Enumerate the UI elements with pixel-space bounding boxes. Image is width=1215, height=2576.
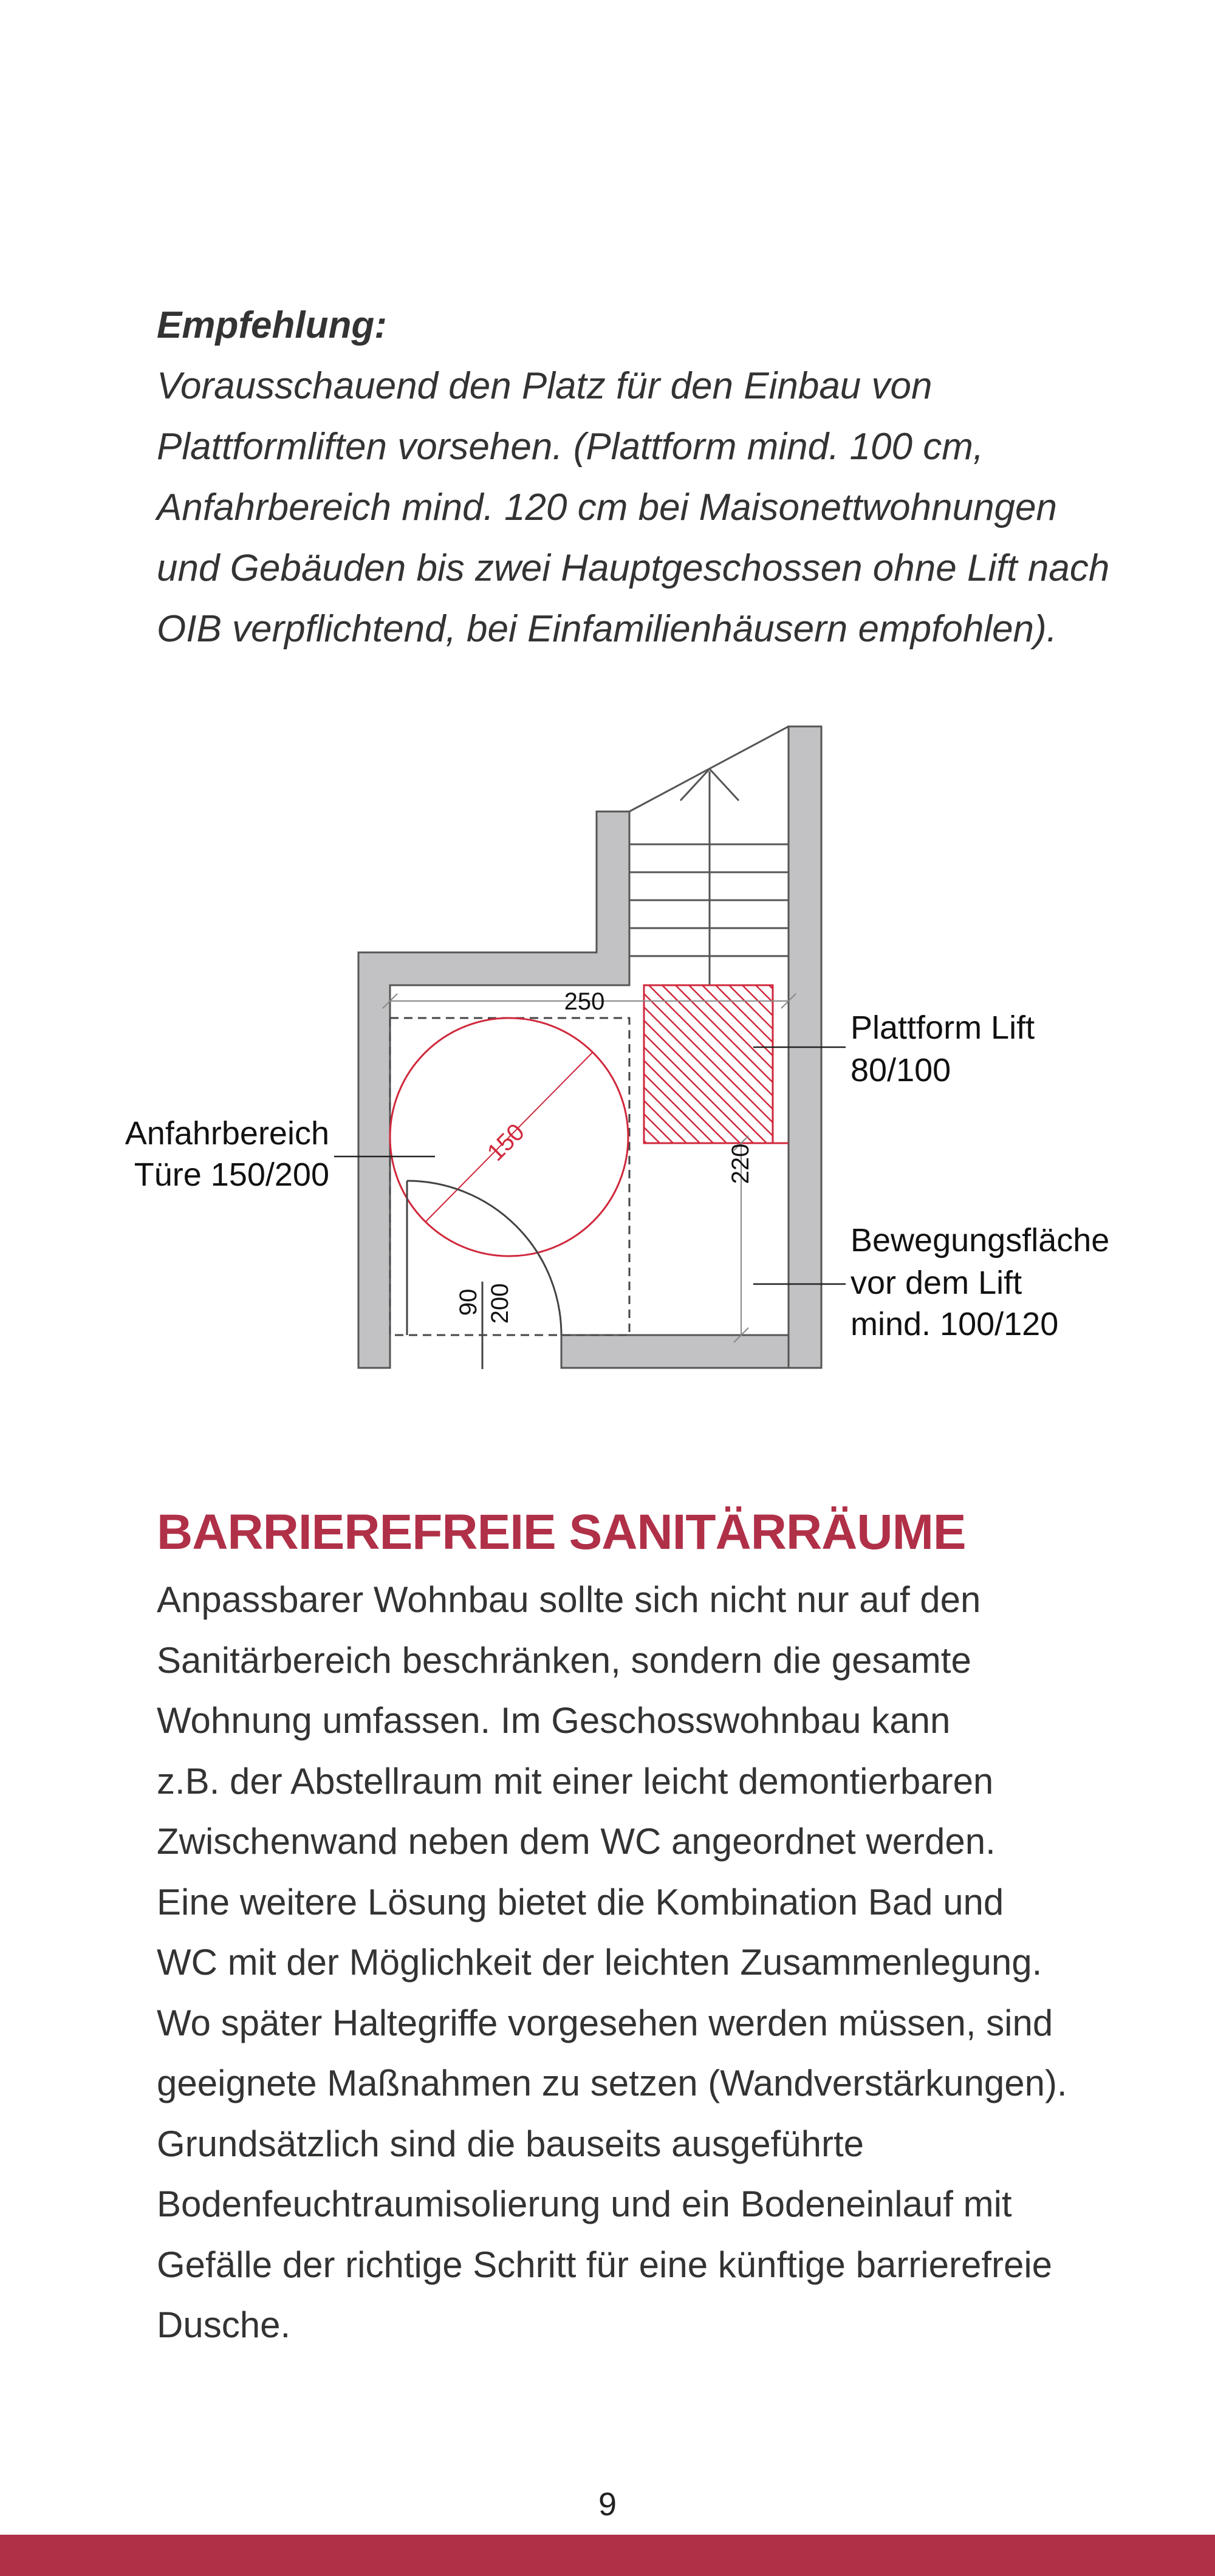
body-line: Zwischenwand neben dem WC angeordnet werden. <box>157 1821 996 1862</box>
body-line: geeignete Maßnahmen zu setzen (Wandverstärkungen). <box>157 2063 1067 2103</box>
dimension-height-label: 220 <box>727 1143 754 1184</box>
body-line: WC mit der Möglichkeit der leichten Zusammenlegung. <box>157 1942 1042 1983</box>
dimension-door-area-label: 200 <box>487 1283 513 1324</box>
recommendation-line: und Gebäuden bis zwei Hauptgeschossen ohne Lift nach <box>157 547 1110 589</box>
callout-approach-door: Türe 150/200 <box>134 1156 329 1193</box>
body-line: Wo später Haltegriffe vorgesehen werden müssen, sind <box>157 2002 1053 2043</box>
recommendation-box <box>157 295 1110 660</box>
door-swing <box>407 1181 561 1335</box>
staircase <box>629 726 789 985</box>
recommendation-line: Plattformliften vorsehen. (Plattform mind. 100 cm, <box>157 426 984 468</box>
dimension-door-label: 90 <box>455 1288 482 1316</box>
body-line: Bodenfeuchtraumisolierung und ein Bodeneinlauf mit <box>157 2184 1012 2224</box>
footer-bar <box>0 2535 1215 2576</box>
callout-approach-title: Anfahrbereich <box>125 1115 329 1152</box>
body-line: Gefälle der richtige Schritt für eine künftige barrierefreie <box>157 2244 1053 2285</box>
page-number: 9 <box>598 2486 617 2523</box>
body-line: Grundsätzlich sind die bauseits ausgeführte <box>157 2123 864 2164</box>
section-body <box>157 1570 1117 2356</box>
leader-lines <box>334 1047 846 1284</box>
recommendation-line: Anfahrbereich mind. 120 cm bei Maisonettwohnungen <box>157 487 1058 528</box>
body-line: Eine weitere Lösung bietet die Kombination Bad und <box>157 1881 1004 1922</box>
recommendation-line: Vorausschauend den Platz für den Einbau von <box>157 365 933 407</box>
dimension-circle-label: 150 <box>482 1118 530 1166</box>
recommendation-line: OIB verpflichtend, bei Einfamilienhäusern empfohlen). <box>157 608 1057 650</box>
body-line: z.B. der Abstellraum mit einer leicht demontierbaren <box>157 1760 994 1802</box>
callout-platform-lift-size: 80/100 <box>850 1052 951 1088</box>
recommendation-heading: Empfehlung: <box>157 304 387 346</box>
callout-movement-subtitle: vor dem Lift <box>850 1265 1022 1301</box>
body-line: Sanitärbereich beschränken, sondern die gesamte <box>157 1639 971 1681</box>
section-title: BARRIEREFREIE SANITÄRRÄUME <box>157 1505 966 1560</box>
body-line: Wohnung umfassen. Im Geschosswohnbau kann <box>157 1700 951 1741</box>
callout-movement-title: Bewegungsfläche <box>850 1222 1110 1259</box>
callout-movement-size: mind. 100/120 <box>850 1306 1059 1342</box>
body-line: Dusche. <box>157 2304 291 2345</box>
dimension-width-label: 250 <box>564 988 605 1015</box>
floor-plan-diagram <box>0 705 1215 1391</box>
body-line: Anpassbarer Wohnbau sollte sich nicht nur auf den <box>157 1579 981 1620</box>
callout-platform-lift-title: Plattform Lift <box>850 1010 1035 1046</box>
